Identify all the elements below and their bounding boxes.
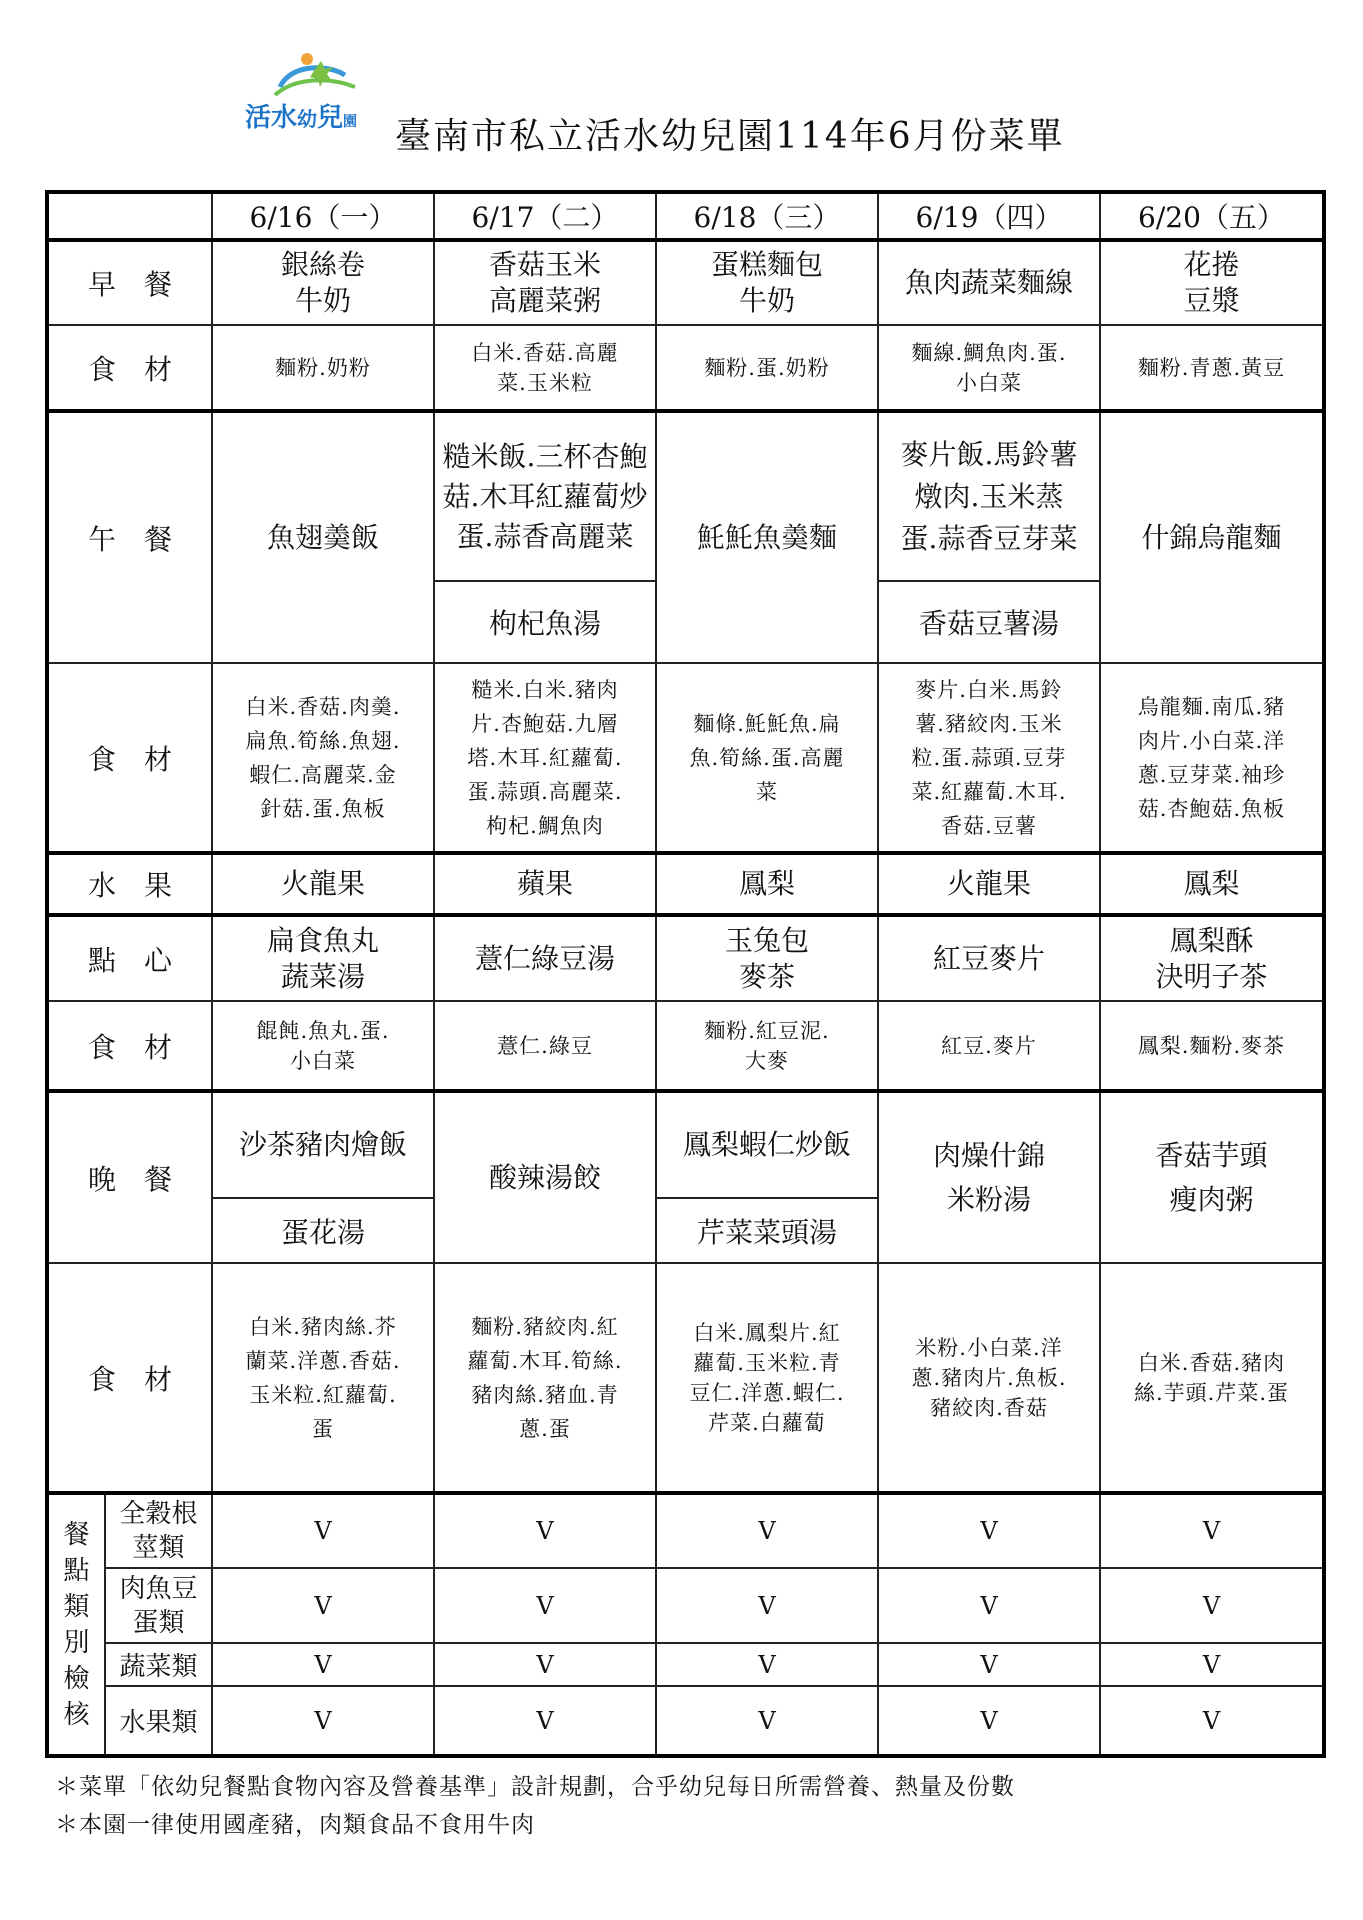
check-mark: V [1100,1643,1324,1686]
check-mark: V [212,1568,434,1643]
breakfast-item: 香菇玉米 高麗菜粥 [434,240,656,325]
breakfast-item: 銀絲卷 牛奶 [212,240,434,325]
footnote: ＊菜單「依幼兒餐點食物內容及營養基準」設計規劃，合乎幼兒每日所需營養、熱量及份數 [55,1774,1015,1800]
check-mark: V [656,1643,878,1686]
header-corner [47,192,212,240]
fruit-item: 鳳梨 [656,853,878,915]
check-row-protein [47,1568,1324,1643]
snack-item: 扁食魚丸 蔬菜湯 [212,915,434,1001]
dinner-item: 香菇芋頭 瘦肉粥 [1100,1091,1324,1263]
lunch-ingredients: 烏龍麵.南瓜.豬 肉片.小白菜.洋 蔥.豆芽菜.袖珍 菇.杏鮑菇.魚板 [1100,663,1324,853]
fruit-item: 火龍果 [878,853,1100,915]
check-mark: V [212,1643,434,1686]
breakfast-item: 魚肉蔬菜麵線 [878,240,1100,325]
fruit-label: 水 果 [47,853,212,915]
day-header: 6/19（四） [878,192,1100,240]
lunch-ingredients: 糙米.白米.豬肉 片.杏鮑菇.九層 塔.木耳.紅蘿蔔. 蛋.蒜頭.高麗菜. 枸杞.鯛魚肉 [434,663,656,853]
breakfast-ingredients: 麵粉.青蔥.黃豆 [1100,325,1324,411]
check-mark: V [434,1686,656,1756]
ingredients-label: 食 材 [47,663,212,853]
lunch-main: 麥片飯.馬鈴薯 燉肉.玉米蒸 蛋.蒜香豆芽菜 [878,411,1100,581]
snack-item: 玉兔包 麥茶 [656,915,878,1001]
breakfast-row [47,240,1324,325]
ingredients-label: 食 材 [47,1263,212,1493]
check-mark: V [212,1493,434,1568]
logo-text: 活水幼兒園 [245,103,358,133]
dinner-soup: 芹菜菜頭湯 [656,1198,878,1263]
snack-label: 點 心 [47,915,212,1001]
check-mark: V [878,1643,1100,1686]
day-header: 6/16（一） [212,192,434,240]
check-mark: V [878,1568,1100,1643]
check-mark: V [434,1643,656,1686]
day-header: 6/18（三） [656,192,878,240]
snack-item: 薏仁綠豆湯 [434,915,656,1001]
snack-row [47,915,1324,1001]
logo [245,45,385,145]
dinner-item: 酸辣湯餃 [434,1091,656,1263]
dinner-label: 晚 餐 [47,1091,212,1263]
breakfast-ingredients-row [47,325,1324,411]
menu-table [45,190,1326,1758]
grains-label: 全穀根莖類 [105,1493,212,1568]
day-header: 6/20（五） [1100,192,1324,240]
check-group-label: 餐點類別檢核 [47,1493,105,1756]
check-mark: V [434,1493,656,1568]
check-mark: V [878,1686,1100,1756]
day-header: 6/17（二） [434,192,656,240]
dinner-main: 沙茶豬肉燴飯 [212,1091,434,1198]
ingredients-label: 食 材 [47,1001,212,1091]
fruit-item: 蘋果 [434,853,656,915]
fruit-row [47,853,1324,915]
ingredients-label: 食 材 [47,325,212,411]
snack-ingredients: 麵粉.紅豆泥. 大麥 [656,1001,878,1091]
page-title: 臺南市私立活水幼兒園114年6月份菜單 [395,116,1065,157]
breakfast-item: 花捲 豆漿 [1100,240,1324,325]
snack-item: 鳳梨酥 決明子茶 [1100,915,1324,1001]
check-mark: V [1100,1493,1324,1568]
breakfast-ingredients: 麵粉.蛋.奶粉 [656,325,878,411]
dinner-ingredients-row [47,1263,1324,1493]
lunch-soup: 枸杞魚湯 [434,581,656,663]
snack-ingredients: 紅豆.麥片 [878,1001,1100,1091]
check-row-vegetables [47,1643,1324,1686]
lunch-ingredients: 白米.香菇.肉羮. 扁魚.筍絲.魚翅. 蝦仁.高麗菜.金 針菇.蛋.魚板 [212,663,434,853]
dinner-ingredients: 白米.香菇.豬肉 絲.芋頭.芹菜.蛋 [1100,1263,1324,1493]
check-mark: V [656,1686,878,1756]
check-row-grains [47,1493,1324,1568]
dinner-item: 肉燥什錦 米粉湯 [878,1091,1100,1263]
vegetables-label: 蔬菜類 [105,1643,212,1686]
breakfast-ingredients: 白米.香菇.高麗 菜.玉米粒 [434,325,656,411]
lunch-item: 魚翅羮飯 [212,411,434,663]
date-header-row [47,192,1324,240]
check-mark: V [1100,1568,1324,1643]
lunch-ingredients-row [47,663,1324,853]
dinner-ingredients: 麵粉.豬絞肉.紅 蘿蔔.木耳.筍絲. 豬肉絲.豬血.青 蔥.蛋 [434,1263,656,1493]
snack-ingredients: 餛飩.魚丸.蛋. 小白菜 [212,1001,434,1091]
dinner-ingredients: 白米.豬肉絲.芥 蘭菜.洋蔥.香菇. 玉米粒.紅蘿蔔. 蛋 [212,1263,434,1493]
snack-item: 紅豆麥片 [878,915,1100,1001]
lunch-item: 什錦烏龍麵 [1100,411,1324,663]
check-mark: V [212,1686,434,1756]
lunch-soup: 香菇豆薯湯 [878,581,1100,663]
check-mark: V [656,1493,878,1568]
breakfast-label: 早 餐 [47,240,212,325]
check-row-fruits [47,1686,1324,1756]
lunch-ingredients: 麵條.魠魠魚.扁 魚.筍絲.蛋.高麗 菜 [656,663,878,853]
dinner-row [47,1091,1324,1198]
snack-ingredients: 鳳梨.麵粉.麥茶 [1100,1001,1324,1091]
snack-ingredients-row [47,1001,1324,1091]
footnote: ＊本園一律使用國產豬，肉類食品不食用牛肉 [55,1812,535,1838]
lunch-main: 糙米飯.三杯杏鮑菇.木耳紅蘿蔔炒蛋.蒜香高麗菜 [434,411,656,581]
breakfast-item: 蛋糕麵包 牛奶 [656,240,878,325]
fruit-item: 火龍果 [212,853,434,915]
lunch-row [47,411,1324,581]
check-mark: V [434,1568,656,1643]
lunch-label: 午 餐 [47,411,212,663]
dinner-ingredients: 米粉.小白菜.洋 蔥.豬肉片.魚板. 豬絞肉.香菇 [878,1263,1100,1493]
dinner-ingredients: 白米.鳳梨片.紅 蘿蔔.玉米粒.青 豆仁.洋蔥.蝦仁. 芹菜.白蘿蔔 [656,1263,878,1493]
fruit-item: 鳳梨 [1100,853,1324,915]
protein-label: 肉魚豆蛋類 [105,1568,212,1643]
fruits-label: 水果類 [105,1686,212,1756]
check-mark: V [656,1568,878,1643]
logo-graphic [245,45,385,105]
breakfast-ingredients: 麵粉.奶粉 [212,325,434,411]
dinner-soup: 蛋花湯 [212,1198,434,1263]
dinner-main: 鳳梨蝦仁炒飯 [656,1091,878,1198]
snack-ingredients: 薏仁.綠豆 [434,1001,656,1091]
breakfast-ingredients: 麵線.鯛魚肉.蛋. 小白菜 [878,325,1100,411]
lunch-ingredients: 麥片.白米.馬鈴 薯.豬絞肉.玉米 粒.蛋.蒜頭.豆芽 菜.紅蘿蔔.木耳. 香菇.豆薯 [878,663,1100,853]
check-mark: V [878,1493,1100,1568]
check-mark: V [1100,1686,1324,1756]
lunch-item: 魠魠魚羮麵 [656,411,878,663]
